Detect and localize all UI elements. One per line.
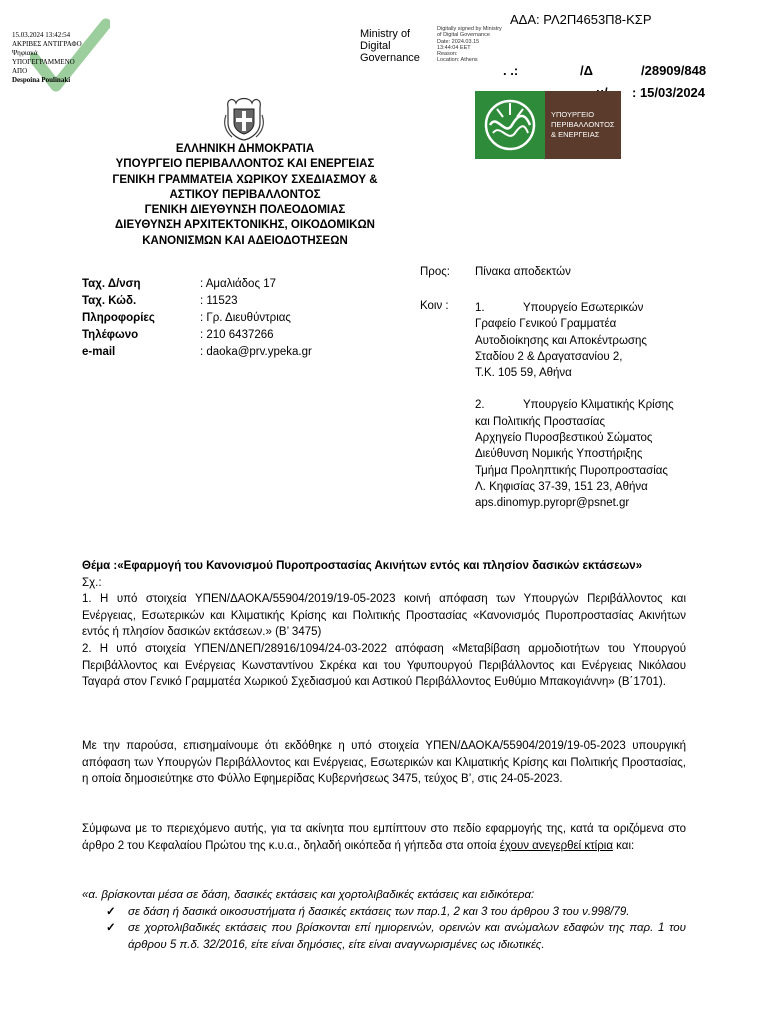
protocol-mid: /Δ <box>580 63 593 78</box>
bullet-text: σε χορτολιβαδικές εκτάσεις που βρίσκονται επί ημιορεινών, ορεινών και ανώμαλων εδαφών της παρ. 1 του άρθρου 5 π.δ. 32/2016, είτε είναι δημόσιες, είτε είναι αναγνωρισμένες ως ιδιωτικές. <box>128 922 686 951</box>
recipient-number: 2. <box>475 399 485 412</box>
mdg-line: Ministry of <box>360 28 411 40</box>
reference-1: 1. Η υπό στοιχεία ΥΠΕΝ/ΔΑΟΚΑ/55904/2019/19-05-2023 κοινή απόφαση των Υπουργών Περιβάλλοντος και Ενέργειας, Εσωτερικών και Κλιματικής Κρίσης και Πολιτικής Προστασίας «Κανονισμός Πυροπροστασίας Ακινήτων εντός ή πλησίον δασικών εκτάσεων.» (Β’ 3475) <box>82 593 686 639</box>
stamp-line: 15.03.2024 13:42:54 <box>12 31 71 39</box>
signature-stamp <box>12 31 102 85</box>
sig-line: Date: 2024.03.15 <box>437 38 480 45</box>
reference-2: 2. Η υπό στοιχεία ΥΠΕΝ/ΔΝΕΠ/28916/1094/24-03-2022 απόφαση «Μεταβίβαση αρμοδιοτήτων του Υπουργού Περιβάλλοντος και Ενέργειας Κωνσταντίνου Σκρέκα και του Υφυπουργού Περιβάλλοντος και Ενέργειας Νικόλαου Ταγαρά στον Γενικό Γραμματέα Χωρικού Σχεδιασμού και Αστικού Περιβάλλοντος Ευθύμιο Μπακογιάννη» (Β΄1701). <box>82 642 686 689</box>
subject-label: Θέμα : <box>82 560 118 572</box>
recipient-line: Αρχηγείο Πυροσβεστικού Σώματος <box>475 432 653 445</box>
protocol-date: : 15/03/2024 <box>632 85 706 100</box>
header-line: ΑΣΤΙΚΟΥ ΠΕΡΙΒΑΛΛΟΝΤΟΣ <box>169 188 321 201</box>
recipient-text: Υπουργείο Κλιματικής Κρίσης <box>523 399 674 412</box>
header-line: ΓΕΝΙΚΗ ΔΙΕΥΘΥΝΣΗ ΠΟΛΕΟΔΟΜΙΑΣ <box>144 204 346 217</box>
stamp-line: Ψηφιακά <box>12 49 38 57</box>
mdg-signer-label <box>360 28 420 64</box>
mdg-line: Governance <box>360 52 420 64</box>
checkmark-bullet-icon: ✓ <box>106 922 116 935</box>
recipient-line: Τ.Κ. 105 59, Αθήνα <box>475 367 572 380</box>
stamp-line: Despoina Poulinaki <box>12 76 71 84</box>
logo-line: & ΕΝΕΡΓΕΙΑΣ <box>551 130 600 139</box>
header-line: ΥΠΟΥΡΓΕΙΟ ΠΕΡΙΒΑΛΛΟΝΤΟΣ ΚΑΙ ΕΝΕΡΓΕΙΑΣ <box>115 158 375 171</box>
checkmark-bullet-icon: ✓ <box>106 905 116 918</box>
recipient-line: Λ. Κηφισίας 37-39, 151 23, Αθήνα <box>475 480 648 493</box>
issuing-authority-header <box>70 142 420 249</box>
subject-text: «Εφαρμογή του Κανονισμού Πυροπροστασίας Ακινήτων εντός και πλησίον δασικών εκτάσεων» <box>117 560 643 572</box>
contact-value: : 210 6437266 <box>200 329 274 341</box>
recipient-line: Γραφείο Γενικού Γραμματέα <box>475 318 617 331</box>
recipient-line <box>475 397 735 413</box>
recipient-text: Υπουργείο Εσωτερικών <box>523 302 644 314</box>
contact-value: : 11523 <box>200 295 238 307</box>
header-line: ΕΛΛΗΝΙΚΗ ΔΗΜΟΚΡΑΤΙΑ <box>175 143 315 155</box>
contact-key: Πληροφορίες <box>82 312 155 324</box>
paragraph-text-pre: Σύμφωνα με το περιεχόμενο αυτής, για τα ακίνητα που εμπίπτουν στο πεδίο εφαρμογής της, κατά τα οριζόμενα στο άρθρο 2 του Κεφαλαίου Πρώτου της κ.υ.α., δηλαδή οικόπεδα ή γήπεδα στα οποία <box>82 823 686 852</box>
paragraph-text-post: και: <box>612 839 635 852</box>
header-line: ΔΙΕΥΘΥΝΣΗ ΑΡΧΙΤΕΚΤΟΝΙΚΗΣ, ΟΙΚΟΔΟΜΙΚΩΝ <box>114 219 375 232</box>
protocol-number: /28909/848 <box>641 63 707 78</box>
recipient-line: Τμήμα Προληπτικής Πυροπροστασίας <box>475 464 668 477</box>
paragraph-2 <box>82 821 686 854</box>
bullet-text: σε δάση ή δασικά οικοσυστήματα ή δασικές εκτάσεις των παρ.1, 2 και 3 του άρθρου 3 του ν.998/79. <box>128 905 630 918</box>
ada-code: ΑΔΑ: ΡΛ2Π4653Π8-ΚΣΡ <box>510 12 652 27</box>
bullet-item <box>82 904 686 921</box>
cc-label: Κοιν : <box>420 300 449 312</box>
sig-line: Digitally signed by Ministry <box>437 26 502 32</box>
sig-line: Reason: <box>437 51 458 58</box>
references-label: Σχ.: <box>82 576 102 589</box>
subject-block <box>82 558 686 691</box>
sig-line: of Digital Governance <box>437 32 490 39</box>
sig-line: Location: Athens <box>437 57 478 64</box>
cc-recipients <box>475 300 735 512</box>
contact-key: Ταχ. Κώδ. <box>82 295 137 307</box>
recipient-number: 1. <box>475 302 485 314</box>
quoted-regulation <box>82 887 686 953</box>
digital-signature-details <box>437 26 527 64</box>
mdg-line: Digital <box>360 40 391 52</box>
sig-line: 13:44:04 EET <box>437 44 471 51</box>
ministry-logo <box>475 91 621 159</box>
header-line: ΓΕΝΙΚΗ ΓΡΑΜΜΑΤΕΙΑ ΧΩΡΙΚΟΥ ΣΧΕΔΙΑΣΜΟΥ & <box>112 173 378 186</box>
quote-intro: «α. βρίσκονται μέσα σε δάση, δασικές εκτάσεις και χορτολιβαδικές εκτάσεις και ειδικότερα: <box>82 889 535 901</box>
stamp-line: ΑΚΡΙΒΕΣ ΑΝΤΙΓΡΑΦΟ <box>12 40 82 48</box>
paragraph-text: Με την παρούσα, επισημαίνουμε ότι εκδόθηκε η υπό στοιχεία ΥΠΕΝ/ΔΑΟΚΑ/55904/2019/19-05-2023 υπουργική απόφαση των Υπουργών Περιβάλλοντος και Ενέργειας, Εσωτερικών και Κλιματικής Κρίσης και Πολιτικής Προστασίας, η οποία δημοσιεύτηκε στο Φύλλο Εφημερίδας Κυβερνήσεως 3475, τεύχος Β’, στις 24-05-2023. <box>82 740 686 786</box>
protocol-prefix: . .: <box>503 63 519 78</box>
stamp-line: ΥΠΟΓΕΓΡΑΜΜΕΝΟ <box>12 58 75 66</box>
to-value: Πίνακα αποδεκτών <box>475 266 571 278</box>
logo-line: ΠΕΡΙΒΑΛΛΟΝΤΟΣ <box>551 120 615 129</box>
contact-value: : daoka@prv.ypeka.gr <box>200 346 312 358</box>
contact-key: Ταχ. Δ/νση <box>82 278 141 290</box>
recipient-line: και Πολιτικής Προστασίας <box>475 415 605 428</box>
recipient-line: Διεύθυνση Νομικής Υποστήριξης <box>475 448 643 461</box>
stamp-line: ΑΠΟ <box>12 67 28 75</box>
contact-key: e-mail <box>82 346 116 358</box>
contact-value: : Αμαλιάδος 17 <box>200 278 276 290</box>
recipient-line: Αυτοδιοίκησης και Αποκέντρωσης <box>475 334 647 347</box>
recipient-email[interactable]: aps.dinomyp.pyropr@psnet.gr <box>475 497 630 510</box>
subject-line <box>82 558 686 575</box>
ministry-logo-icon <box>475 91 621 159</box>
paragraph-text <box>82 821 686 854</box>
recipient-line <box>475 300 735 316</box>
contact-value: : Γρ. Διευθύντριας <box>200 312 291 324</box>
contact-key: Τηλέφωνο <box>82 329 139 341</box>
header-line: ΚΑΝΟΝΙΣΜΩΝ ΚΑΙ ΑΔΕΙΟΔΟΤΗΣΕΩΝ <box>142 234 348 247</box>
to-label: Προς: <box>420 266 450 278</box>
coat-of-arms-icon <box>222 95 266 141</box>
underlined-text: έχουν ανεγερθεί κτίρια <box>499 839 613 852</box>
logo-line: ΥΠΟΥΡΓΕΙΟ <box>551 110 595 119</box>
recipient-line: Σταδίου 2 & Δραγατσανίου 2, <box>475 350 623 363</box>
bullet-item <box>82 920 686 953</box>
paragraph-1 <box>82 738 686 788</box>
